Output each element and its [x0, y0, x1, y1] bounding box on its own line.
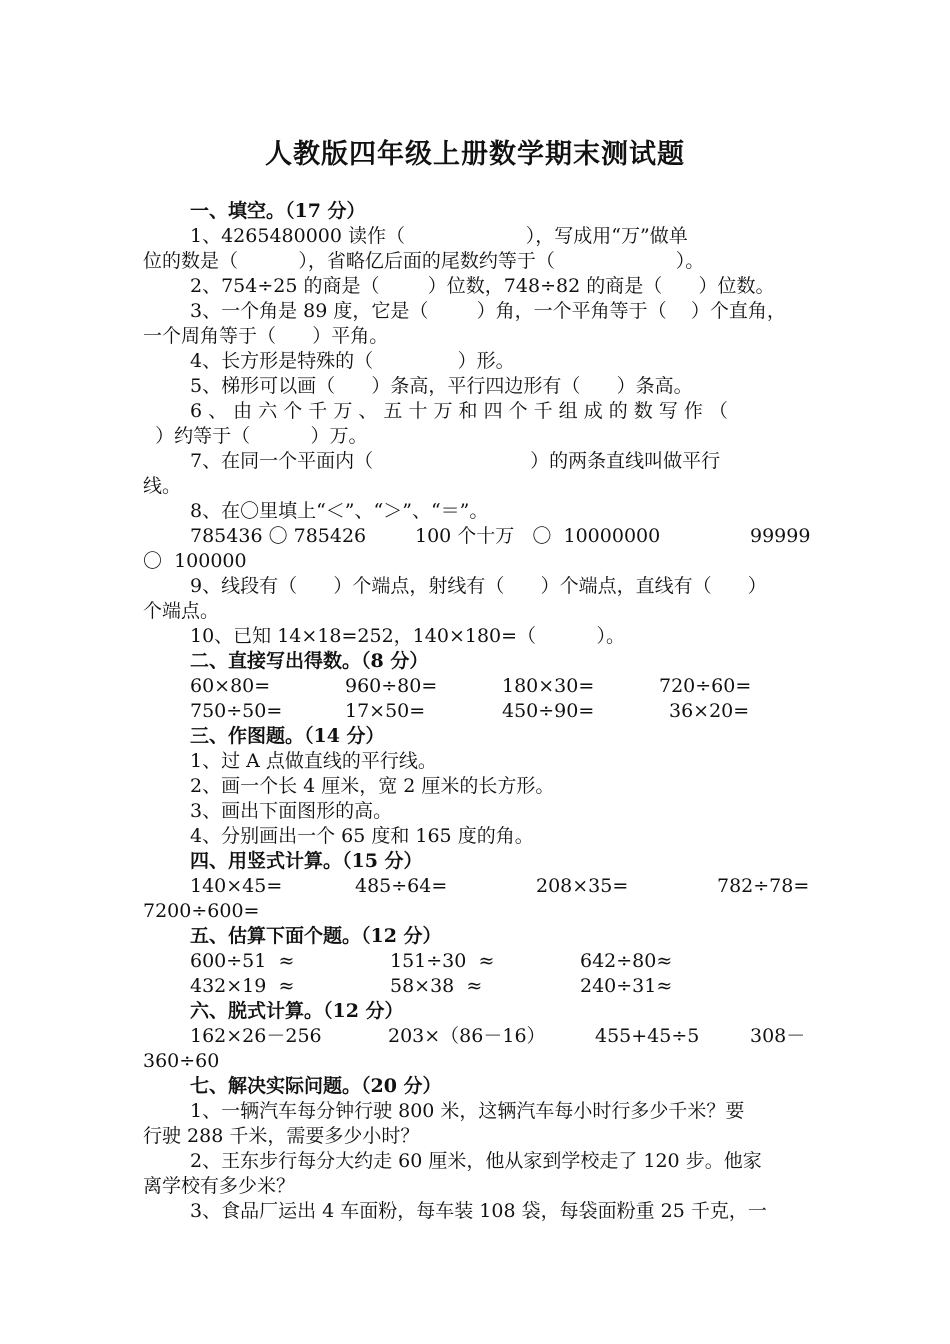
vertical-calc-item-cont: 7200÷600=: [143, 900, 260, 922]
estimate-item: 58×38 ≈: [390, 975, 483, 997]
section-1-heading: 一、填空。（17 分）: [190, 200, 366, 222]
estimate-item: 600÷51 ≈: [190, 950, 295, 972]
vertical-calc-item: 140×45=: [190, 875, 283, 897]
compare-item-3: 99999: [750, 525, 811, 547]
compare-item-1: 785436 〇 785426: [190, 525, 367, 547]
section-5-heading: 五、估算下面个题。（12 分）: [190, 925, 442, 947]
question-7-line-1: 7、在同一个平面内（ ）的两条直线叫做平行: [190, 450, 721, 472]
stepwise-calc-item: 455+45÷5: [595, 1025, 700, 1047]
problem-1-line-1: 1、一辆汽车每分钟行驶 800 米，这辆汽车每小时行多少千米？要: [190, 1100, 745, 1122]
vertical-calc-item: 485÷64=: [355, 875, 448, 897]
section-2-heading: 二、直接写出得数。（8 分）: [190, 650, 429, 672]
question-3-line-2: 一个周角等于（ ）平角。: [143, 325, 389, 347]
section-3-heading: 三、作图题。（14 分）: [190, 725, 385, 747]
question-10: 10、已知 14×18=252，140×180=（ ）。: [190, 625, 625, 647]
calc-item: 36×20=: [669, 700, 750, 722]
stepwise-calc-item: 308－: [750, 1025, 806, 1047]
question-6-line-1: 6 、 由 六 个 千 万 、 五 十 万 和 四 个 千 组 成 的 数 写 作 （: [190, 400, 728, 422]
problem-2-line-1: 2、王东步行每分大约走 60 厘米，他从家到学校走了 120 步。他家: [190, 1150, 762, 1172]
calc-item: 450÷90=: [502, 700, 595, 722]
drawing-item-1: 1、过 A 点做直线的平行线。: [190, 750, 437, 772]
compare-item-3-cont: 〇 100000: [143, 550, 247, 572]
question-6-line-2: ）约等于（ ）万。: [143, 425, 368, 447]
drawing-item-2: 2、画一个长 4 厘米，宽 2 厘米的长方形。: [190, 775, 555, 797]
question-1-line-1: 1、4265480000 读作（ ），写成用“万”做单: [190, 225, 688, 247]
calc-item: 960÷80=: [345, 675, 438, 697]
calc-item: 720÷60=: [659, 675, 752, 697]
estimate-item: 432×19 ≈: [190, 975, 295, 997]
question-3-line-1: 3、一个角是 89 度，它是（ ）角，一个平角等于（ ）个直角，: [190, 300, 786, 322]
vertical-calc-item: 208×35=: [536, 875, 629, 897]
question-1-line-2: 位的数是（ ），省略亿后面的尾数约等于（ ）。: [143, 250, 705, 272]
compare-item-2: 100 个十万 〇 10000000: [415, 525, 661, 547]
problem-3-line-1: 3、食品厂运出 4 车面粉，每车装 108 袋，每袋面粉重 25 千克，一: [190, 1200, 767, 1222]
stepwise-calc-item: 203×（86－16）: [388, 1025, 546, 1047]
question-5: 5、梯形可以画（ ）条高，平行四边形有（ ）条高。: [190, 375, 693, 397]
drawing-item-4: 4、分别画出一个 65 度和 165 度的角。: [190, 825, 534, 847]
page-title: 人教版四年级上册数学期末测试题: [265, 139, 685, 170]
question-9-line-2: 个端点。: [143, 600, 220, 622]
question-9-line-1: 9、线段有（ ）个端点，射线有（ ）个端点，直线有（ ）: [190, 575, 767, 597]
section-6-heading: 六、脱式计算。（12 分）: [190, 1000, 404, 1022]
problem-2-line-2: 离学校有多少米？: [143, 1175, 296, 1197]
calc-item: 17×50=: [345, 700, 426, 722]
question-2: 2、754÷25 的商是（ ）位数，748÷82 的商是（ ）位数。: [190, 275, 775, 297]
section-4-heading: 四、用竖式计算。（15 分）: [190, 850, 423, 872]
vertical-calc-item: 782÷78=: [717, 875, 810, 897]
question-8: 8、在〇里填上“＜”、“＞”、“＝”。: [190, 500, 489, 522]
calc-item: 180×30=: [502, 675, 595, 697]
calc-item: 60×80=: [190, 675, 271, 697]
drawing-item-3: 3、画出下面图形的高。: [190, 800, 393, 822]
calc-item: 750÷50=: [190, 700, 283, 722]
question-4: 4、长方形是特殊的（ ）形。: [190, 350, 515, 372]
question-7-line-2: 线。: [143, 475, 182, 497]
problem-1-line-2: 行驶 288 千米，需要多少小时？: [143, 1125, 420, 1147]
estimate-item: 642÷80≈: [580, 950, 673, 972]
estimate-item: 151÷30 ≈: [390, 950, 495, 972]
stepwise-calc-item: 162×26－256: [190, 1025, 322, 1047]
section-7-heading: 七、解决实际问题。（20 分）: [190, 1075, 442, 1097]
stepwise-calc-item-cont: 360÷60: [143, 1050, 220, 1072]
estimate-item: 240÷31≈: [580, 975, 673, 997]
